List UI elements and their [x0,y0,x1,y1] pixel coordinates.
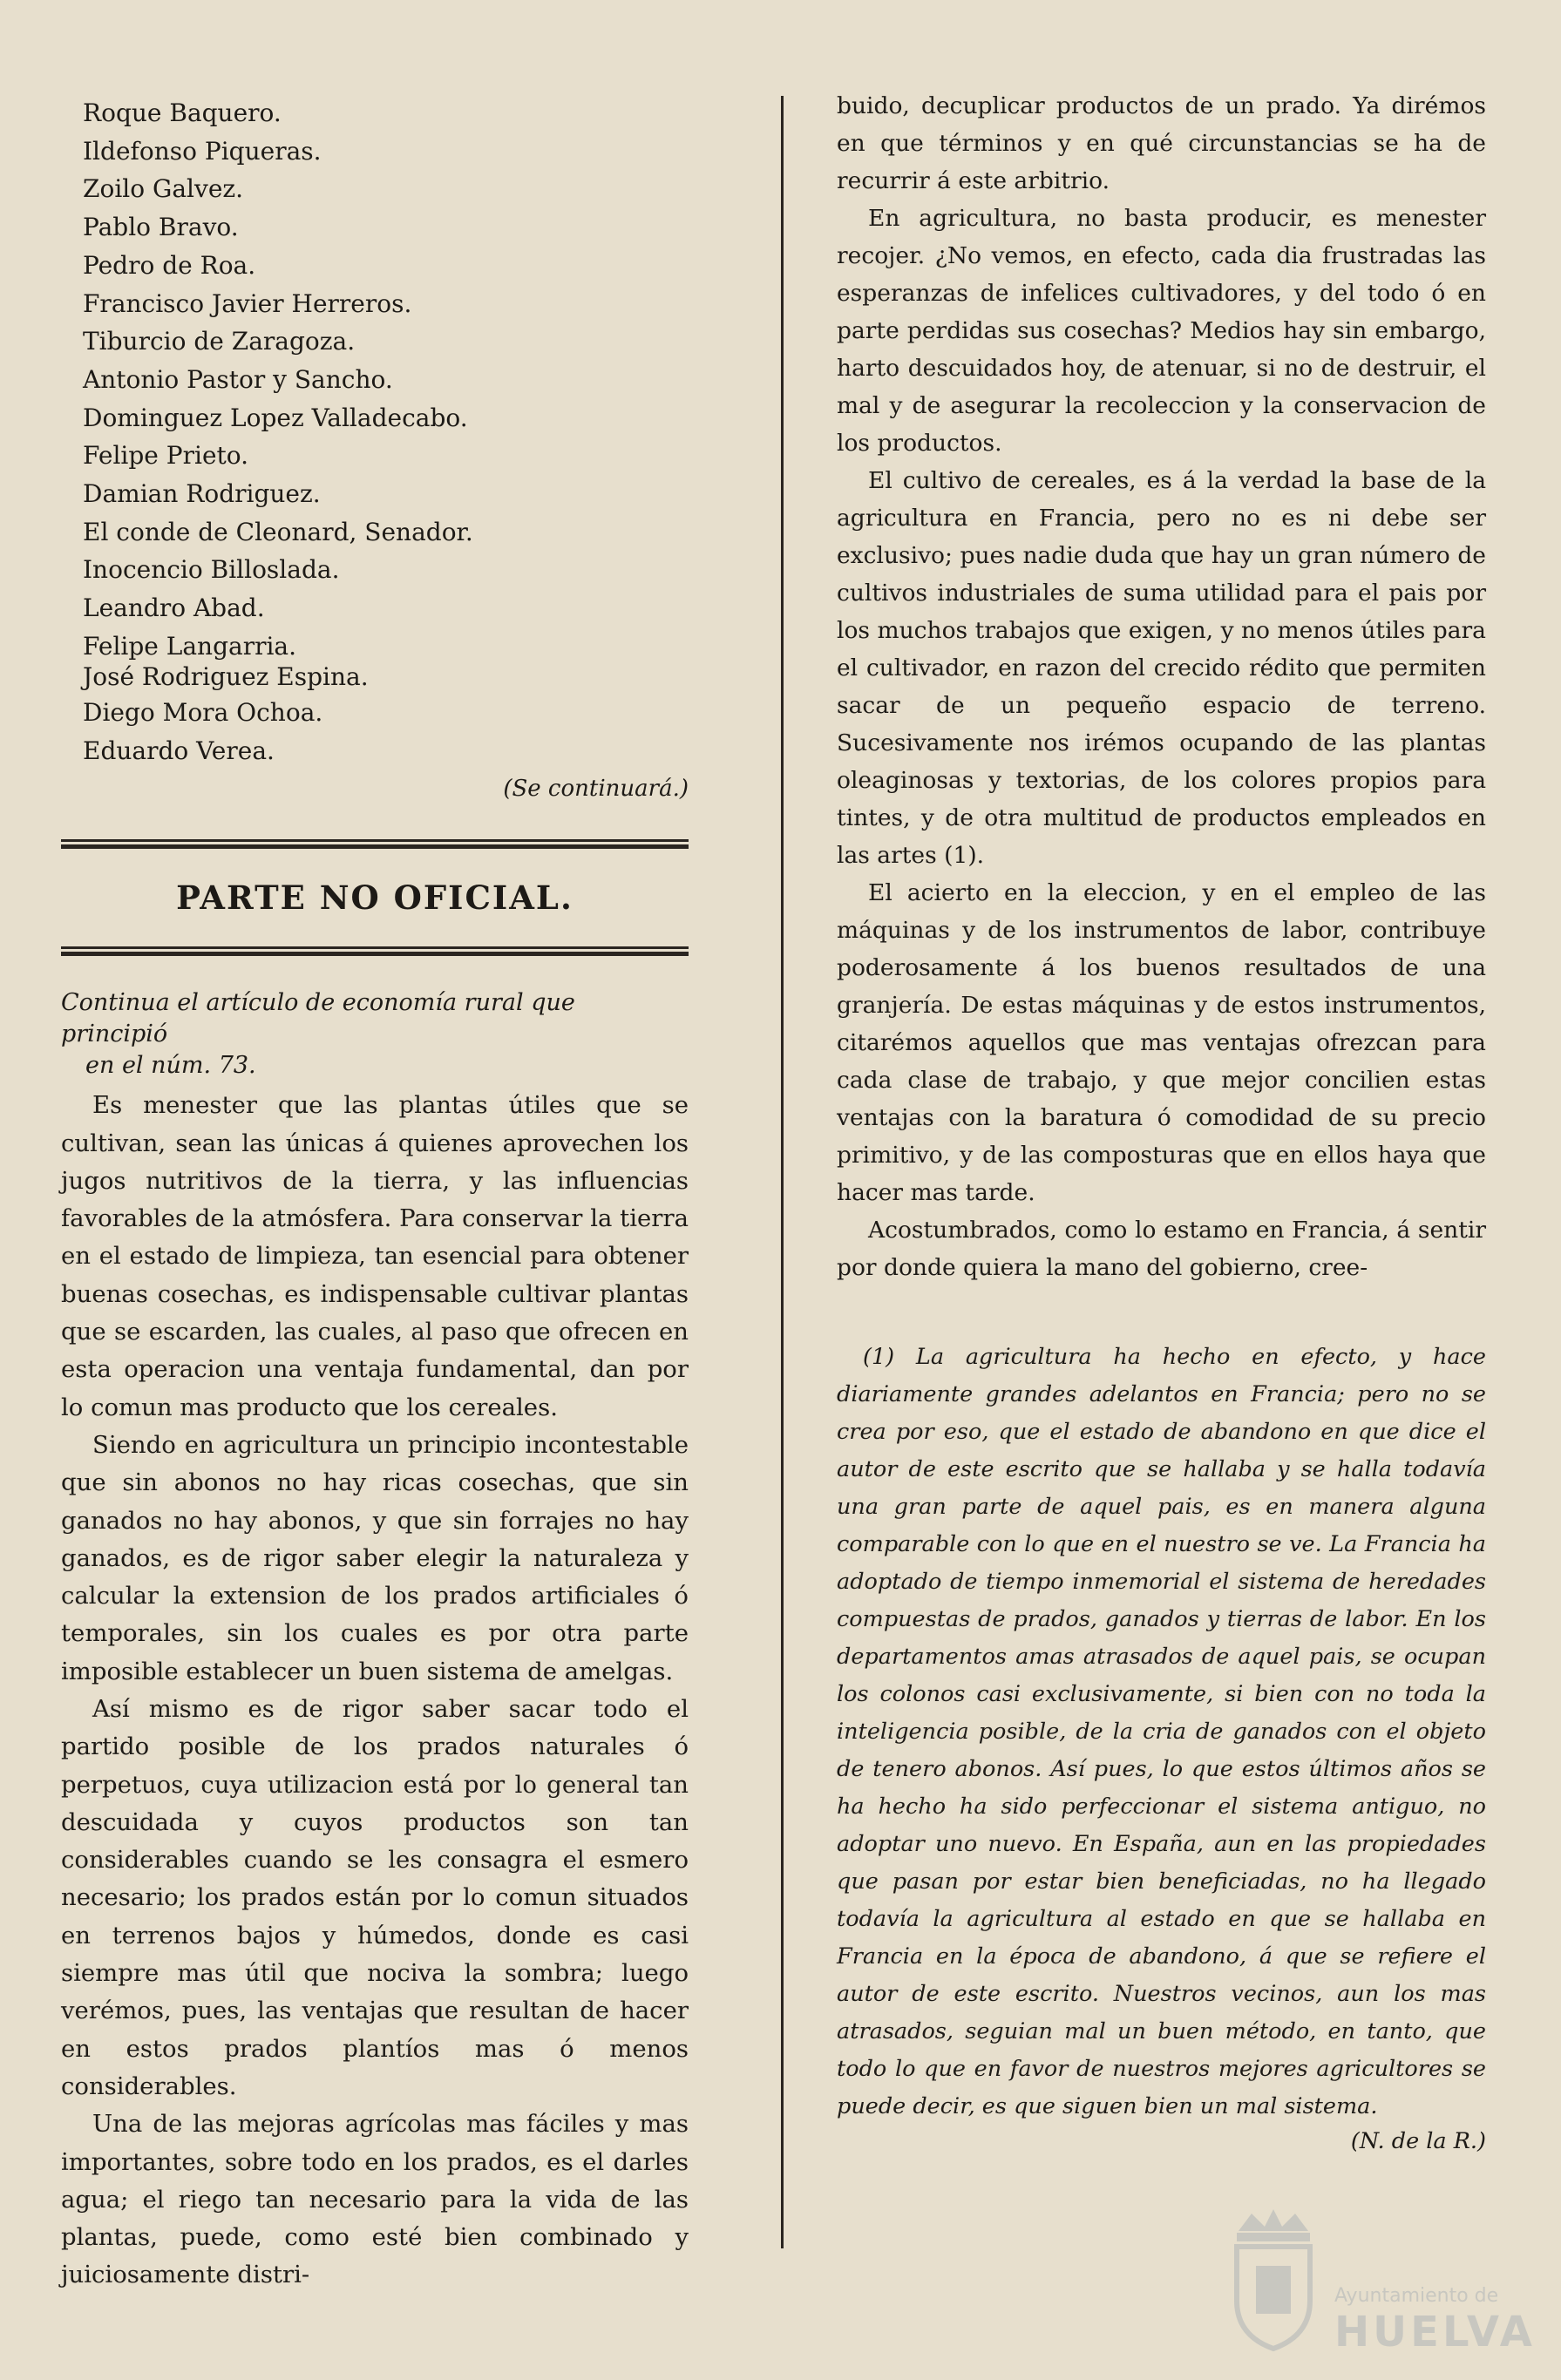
article-paragraph: Una de las mejoras agrícolas mas fáciles y mas importantes, sobre todo en los prados, es el darles agua; el riego tan necesario para la vida de las plantas, puede, como esté bien combinado y juiciosamente distri- [61,2110,689,2289]
list-item: Felipe Langarria. [83,631,297,661]
list-item: Leandro Abad. [83,593,265,623]
article-paragraph: El cultivo de cereales, es á la verdad la base de la agricultura en Francia, pero no es ni debe ser exclusivo; pues nadie duda que hay un gran número de cultivos industriales de suma utilidad para el pais por los muchos trabajos que exigen, y no menos útiles para el cultivador, en razon del crecido rédito que permiten sacar de un pequeño espacio de terreno. Sucesivamente nos irémos ocupando de las plantas oleaginosas y textorias, de los colores propios para tintes, y de otra multitud de productos empleados en las artes (1). [837,467,1486,869]
list-item: Pedro de Roa. [83,250,256,280]
list-item: El conde de Cleonard, Senador. [83,517,473,546]
article-paragraph: Es menester que las plantas útiles que se cultivan, sean las únicas á quienes aprovechen los jugos nutritivos de la tierra, y las influencias favorables de la atmósfera. Para conservar la tierra en el estado de limpieza, tan esencial para obtener buenas cosechas, es indispensable cultivar plantas que se escarden, las cuales, al paso que ofrecen en esta operacion una ventaja fundamental, dan por lo comun mas producto que los cereales. [61,1091,689,1421]
list-item: Eduardo Verea. [83,736,275,765]
footnote-signature: (N. de la R.) [1350,2128,1486,2154]
list-item: Ildefonso Piqueras. [83,136,322,166]
right-column [837,87,1486,2157]
footnote-text: (1) La agricultura ha hecho en efecto, y hace diariamente grandes adelantos en Francia; pero no se crea por eso, que el estado de abandono en que dice el autor de este escrito que se hallaba y se halla todavía una gran parte de aquel pais, es en manera alguna comparable con lo que en el nuestro se ve. La Francia ha adoptado de tiempo inmemorial el sistema de heredades compuestas de prados, ganados y tierras de labor. En los departamentos amas atrasados de aquel pais, se ocupan los colonos casi exclusivamente, si bien con no toda la inteligencia posible, de la cria de ganados con el objeto de tenero abonos. Así pues, lo que estos últimos años se ha hecho ha sido perfeccionar el sistema antiguo, no adoptar uno nuevo. En España, aun en las propiedades que pasan por estar bien beneficiadas, no ha llegado todavía la agricultura al estado en que se hallaba en Francia en la época de abandono, á que se refiere el autor de este escrito. Nuestros vecinos, aun los mas atrasados, seguian mal un buen método, en tanto, que todo lo que en favor de nuestros mejores agricultores se puede decir, es que siguen bien un mal sistema. [837,1344,1486,2119]
crown-shield-icon [1221,2205,1326,2353]
list-item: Diego Mora Ochoa. [83,697,323,727]
watermark-line-1: Ayuntamiento de [1334,2285,1499,2307]
article-subtitle [61,987,689,1082]
subtitle-line-1: Continua el artículo de economía rural que principió [61,989,575,1048]
article-paragraph: El acierto en la eleccion, y en el empleo de las máquinas y de los instrumentos de labor, contribuye poderosamente á los buenos resultados de una granjería. De estas máquinas y de estos instrumentos, citarémos aquellos que mas ventajas ofrezcan para cada clase de trabajo, y que mejor concilien estas ventajas con la baratura ó comodidad de su precio primitivo, y de las composturas que en ellos haya que hacer mas tarde. [837,879,1486,1206]
section-rule-bottom [61,946,689,956]
left-column [61,94,689,2295]
subtitle-line-2: en el núm. 73. [85,1052,256,1080]
archive-watermark [1221,2205,1536,2362]
list-item: Zoilo Galvez. [83,174,244,204]
article-paragraph: En agricultura, no basta producir, es menester recojer. ¿No vemos, en efecto, cada dia frustradas las esperanzas de infelices cultivadores, y del todo ó en parte perdidas sus cosechas? Medios hay sin embargo, harto descuidados hoy, de atenuar, si no de destruir, el mal y de asegurar la recoleccion y la conservacion de los productos. [837,205,1486,457]
list-item: Inocencio Billoslada. [83,555,340,585]
list-item: Roque Baquero. [83,98,282,127]
article-paragraph: buido, decuplicar productos de un prado. Ya dirémos en que términos y en qué circunstancias se ha de recurrir á este arbitrio. [837,92,1486,194]
list-item: Felipe Prieto. [83,441,249,471]
list-item: Francisco Javier Herreros. [83,288,412,318]
list-item: Damian Rodriguez. [83,479,321,509]
names-list [61,94,689,770]
list-item: Antonio Pastor y Sancho. [83,364,393,394]
article-paragraph: Así mismo es de rigor saber sacar todo el partido posible de los prados naturales ó perpetuos, cuya utilizacion está por lo general tan descuidada y cuyos productos son tan considerables cuando se les consagra el esmero necesario; los prados están por lo comun situados en terrenos bajos y húmedos, donde es casi siempre mas útil que nociva la sombra; luego verémos, pues, las ventajas que resultan de hacer en estos prados plantíos mas ó menos considerables. [61,1695,689,2100]
article-paragraph: Siendo en agricultura un principio incontestable que sin abonos no hay ricas cosechas, que sin ganados no hay abonos, y que sin forrajes no hay ganados, es de rigor saber elegir la naturaleza y calcular la extension de los prados artificiales ó temporales, sin los cuales es por otra parte imposible establecer un buen sistema de amelgas. [61,1430,689,1685]
list-item: José Rodriguez Espina. [83,661,369,691]
footnote [837,1339,1486,2157]
list-item: Tiburcio de Zaragoza. [83,327,356,356]
watermark-line-2: HUELVA [1334,2308,1536,2356]
section-title: PARTE NO OFICIAL. [176,878,573,918]
article-paragraph: Acostumbrados, como lo estamo en Francia, á sentir por donde quiera la mano del gobierno, cree- [837,1217,1486,1281]
list-item: Pablo Bravo. [83,213,239,242]
section-rule-top [61,839,689,849]
column-divider [781,96,784,2248]
continued-note: (Se continuará.) [503,776,689,803]
list-item: Dominguez Lopez Valladecabo. [83,403,468,432]
